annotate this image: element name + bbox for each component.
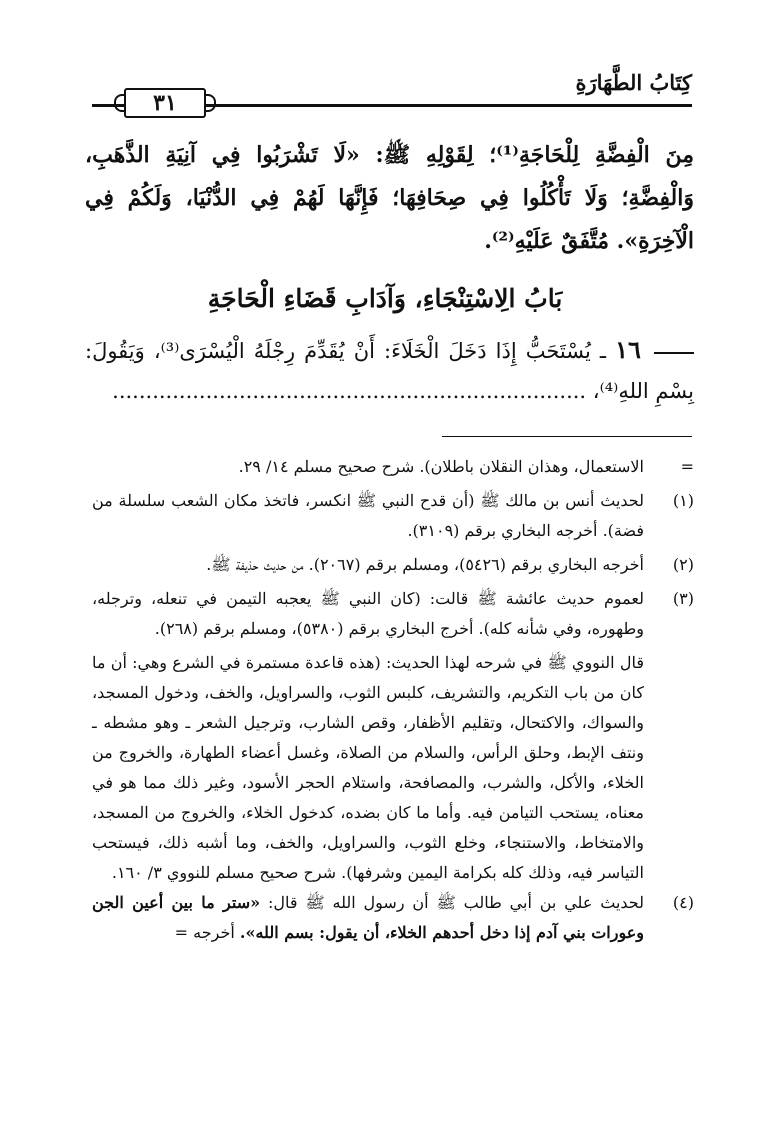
footnote-text: لحديث علي بن أبي طالب ﷺ أن رسول الله ﷺ قال: (260, 893, 645, 912)
footnote-text: الاستعمال، وهذان النقلان باطلان). شرح صحيح مسلم ١٤/ ٢٩. (238, 457, 644, 476)
page-number: ٣١ (153, 90, 177, 116)
item-text: ـ يُسْتَحَبُّ إِذَا دَخَلَ الْخَلَاءَ: أَنْ يُقَدِّمَ رِجْلَهُ الْيُسْرَى⁽³⁾، وَيَقُولَ: بِسْمِ اللهِ⁽⁴⁾، (85, 339, 694, 403)
item-marker-line (654, 352, 694, 354)
footnote-4 (92, 888, 694, 948)
footnote-tail: أخرجه = (174, 923, 240, 942)
chapter-title: بَابُ الِاسْتِنْجَاءِ، وَآدَابِ قَضَاءِ الْحَاجَةِ (207, 284, 563, 313)
footnote-3-continuation: قال النووي ﷺ في شرحه لهذا الحديث: (هذه قاعدة مستمرة في الشرع وهي: أن ما كان من باب التكريم، والتشريف، كلبس الثوب، والسراويل، والخف، ودخول المسجد، والسواك، والاكتحال، وتقليم الأظفار، وقص الشارب، وترجيل الشعر ـ وهو مشطه ـ ونتف الإبط، وحلق الرأس، والسلام من الصلاة، وغسل أعضاء الطهارة، والخروج من الخلاء، والأكل، والشرب، والمصافحة، واستلام الحجر الأسود، وغير ذلك مما هو في معناه، يستحب التيامن فيه. وأما ما كان بضده، كدخول الخلاء، والخروج من المسجد، والامتخاط، والاستنجاء، وخلع الثوب، والسراويل، والخف، وما أشبه ذلك، فيستحب التياسر فيه، وذلك كله بكرامة اليمين وشرفها). شرح صحيح مسلم للنووي ٣/ ١٦٠. (92, 653, 645, 882)
item-number: ١٦ (615, 335, 641, 364)
footnote-marker: (٣) (672, 589, 694, 608)
running-header-title: كِتَابُ الطَّهَارَةِ (575, 70, 692, 95)
footnote-hadith-quote: «ستر ما بين أعين الجن وعورات بني آدم إذا دخل أحدهم الخلاء، أن يقول: بسم الله». (92, 893, 644, 942)
page-number-badge (124, 88, 206, 118)
footnote-text: لعموم حديث عائشة ﷺ قالت: (كان النبي ﷺ يعجبه التيمن في تنعله، وترجله، وطهوره، وفي شأنه كله). أخرج البخاري برقم (٥٣٨٠)، ومسلم برقم (٢٦٨). (92, 589, 644, 638)
footnote-1 (92, 486, 694, 546)
hadith-text: مِنَ الْفِضَّةِ لِلْحَاجَةِ⁽¹⁾؛ لِقَوْلِهِ ﷺ: «لَا تَشْرَبُوا فِي آنِيَةِ الذَّهَبِ، وَالْفِضَّةِ؛ وَلَا تَأْكُلُوا فِي صِحَافِهَا؛ فَإِنَّهَا لَهُمْ فِي الدُّنْيَا، وَلَكُمْ فِي الْآخِرَةِ». مُتَّفَقٌ عَلَيْهِ⁽²⁾. (85, 142, 694, 254)
dotted-continuation: ....................................................................... (112, 379, 587, 403)
item-16 (85, 330, 694, 411)
footnote-text: أخرجه البخاري برقم (٥٤٢٦)، ومسلم برقم (٢٠٦٧). من حديث حذيفة ﷺ. (206, 555, 644, 574)
footnote-text: لحديث أنس بن مالك ﷺ (أن قدح النبي ﷺ انكسر، فاتخذ مكان الشعب سلسلة من فضة). أخرجه البخاري برقم (٣١٠٩). (92, 491, 644, 540)
footnote-marker: (١) (672, 491, 694, 510)
footnote-marker: = (680, 457, 694, 476)
footnote-marker: (٢) (672, 555, 694, 574)
footnote-2 (92, 550, 694, 580)
footnote-divider (442, 436, 692, 437)
footnote-continued (92, 452, 694, 482)
main-paragraph (85, 134, 694, 263)
footnote-3 (92, 584, 694, 644)
footnote-marker: (٤) (672, 893, 694, 912)
footnotes (92, 452, 694, 952)
